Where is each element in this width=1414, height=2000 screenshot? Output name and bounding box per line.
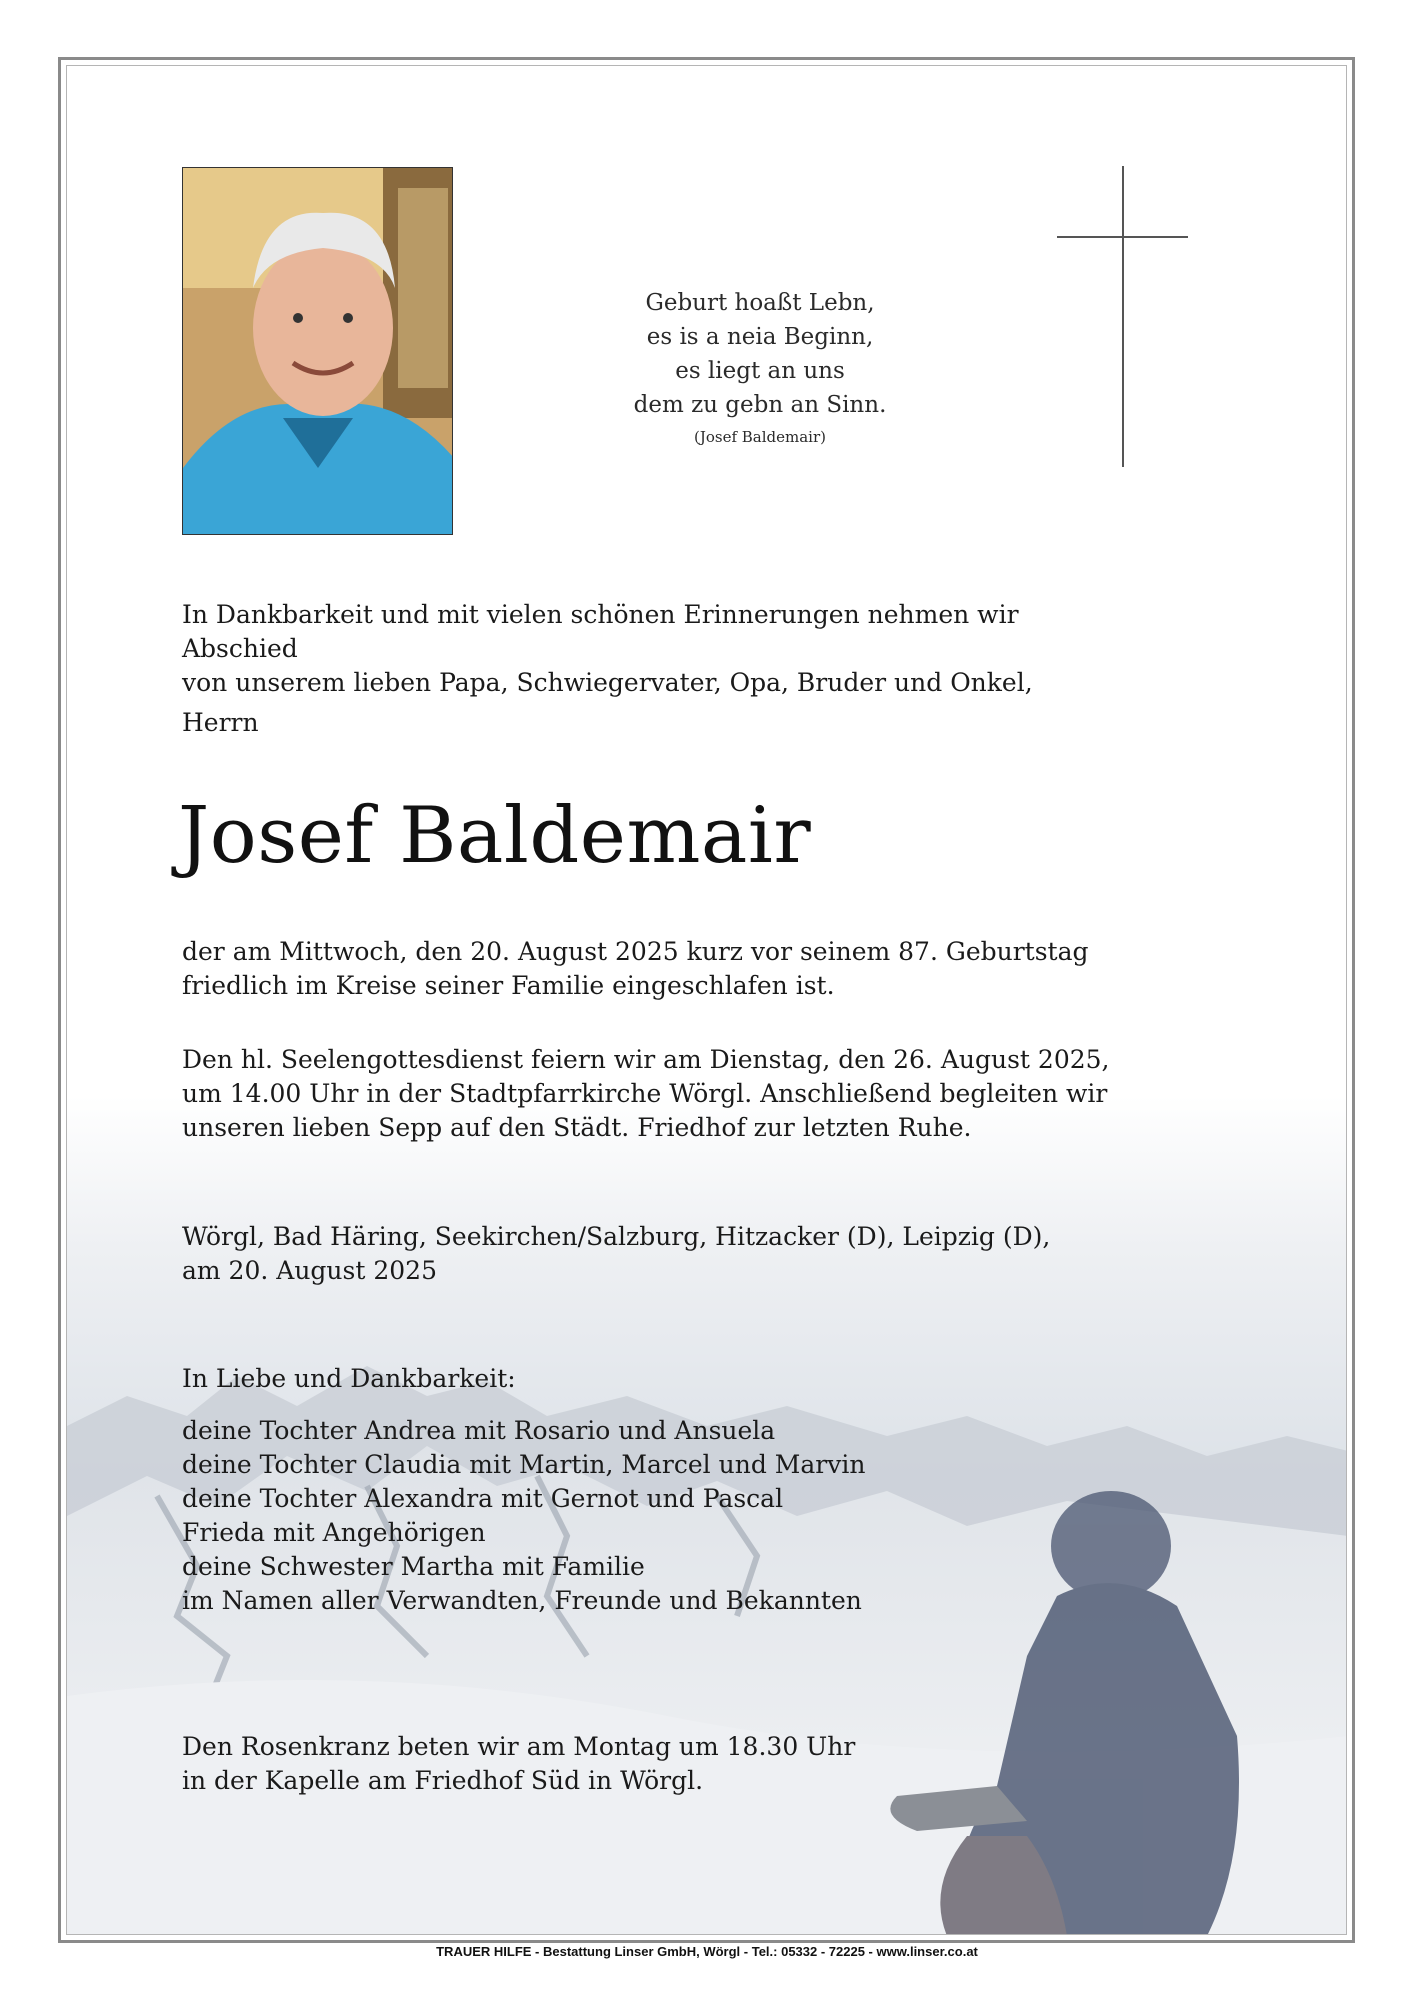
date-line: am 20. August 2025 <box>182 1256 437 1285</box>
service-line: unseren lieben Sepp auf den Städt. Friedhof zur letzten Ruhe. <box>182 1113 972 1142</box>
rosary-line: in der Kapelle am Friedhof Süd in Wörgl. <box>182 1766 704 1795</box>
poem <box>560 286 960 450</box>
footer-imprint: TRAUER HILFE - Bestattung Linser GmbH, Wörgl - Tel.: 05332 - 72225 - www.linser.co.at <box>436 1944 978 1959</box>
list-item: deine Tochter Andrea mit Rosario und Ansuela <box>182 1416 776 1445</box>
poem-line: Geburt hoaßt Lebn, <box>645 290 875 316</box>
list-item: deine Tochter Claudia mit Martin, Marcel und Marvin <box>182 1450 866 1479</box>
deceased-name: Josef Baldemair <box>178 791 812 881</box>
salutation: Herrn <box>182 708 259 737</box>
intro-line: In Dankbarkeit und mit vielen schönen Erinnerungen nehmen wir Abschied <box>182 600 1019 663</box>
portrait-photo <box>182 167 453 535</box>
place-line: Wörgl, Bad Häring, Seekirchen/Salzburg, Hitzacker (D), Leipzig (D), <box>182 1222 1051 1251</box>
intro-paragraph <box>182 598 1142 700</box>
rosary-info <box>182 1730 1142 1798</box>
rosary-line: Den Rosenkranz beten wir am Montag um 18.30 Uhr <box>182 1732 856 1761</box>
service-info <box>182 1043 1142 1145</box>
list-item: im Namen aller Verwandten, Freunde und Bekannten <box>182 1586 862 1615</box>
list-item: deine Schwester Martha mit Familie <box>182 1552 645 1581</box>
mourners-list <box>182 1414 1142 1618</box>
poem-line: dem zu gebn an Sinn. <box>633 392 887 418</box>
mourners-heading: In Liebe und Dankbarkeit: <box>182 1364 516 1393</box>
cross-icon <box>1122 166 1124 467</box>
death-line: friedlich im Kreise seiner Familie eingeschlafen ist. <box>182 971 835 1000</box>
poem-line: es liegt an uns <box>675 358 845 384</box>
poem-line: es is a neia Beginn, <box>646 324 874 350</box>
list-item: deine Tochter Alexandra mit Gernot und Pascal <box>182 1484 784 1513</box>
service-line: um 14.00 Uhr in der Stadtpfarrkirche Wörgl. Anschließend begleiten wir <box>182 1079 1108 1108</box>
service-line: Den hl. Seelengottesdienst feiern wir am Dienstag, den 26. August 2025, <box>182 1045 1110 1074</box>
cross-icon-bar <box>1057 236 1188 238</box>
place-date <box>182 1220 1142 1288</box>
intro-line: von unserem lieben Papa, Schwiegervater, Opa, Bruder und Onkel, <box>182 668 1033 697</box>
list-item: Frieda mit Angehörigen <box>182 1518 486 1547</box>
poem-author: (Josef Baldemair) <box>693 428 827 446</box>
death-line: der am Mittwoch, den 20. August 2025 kurz vor seinem 87. Geburtstag <box>182 937 1089 966</box>
death-notice <box>182 935 1142 1003</box>
